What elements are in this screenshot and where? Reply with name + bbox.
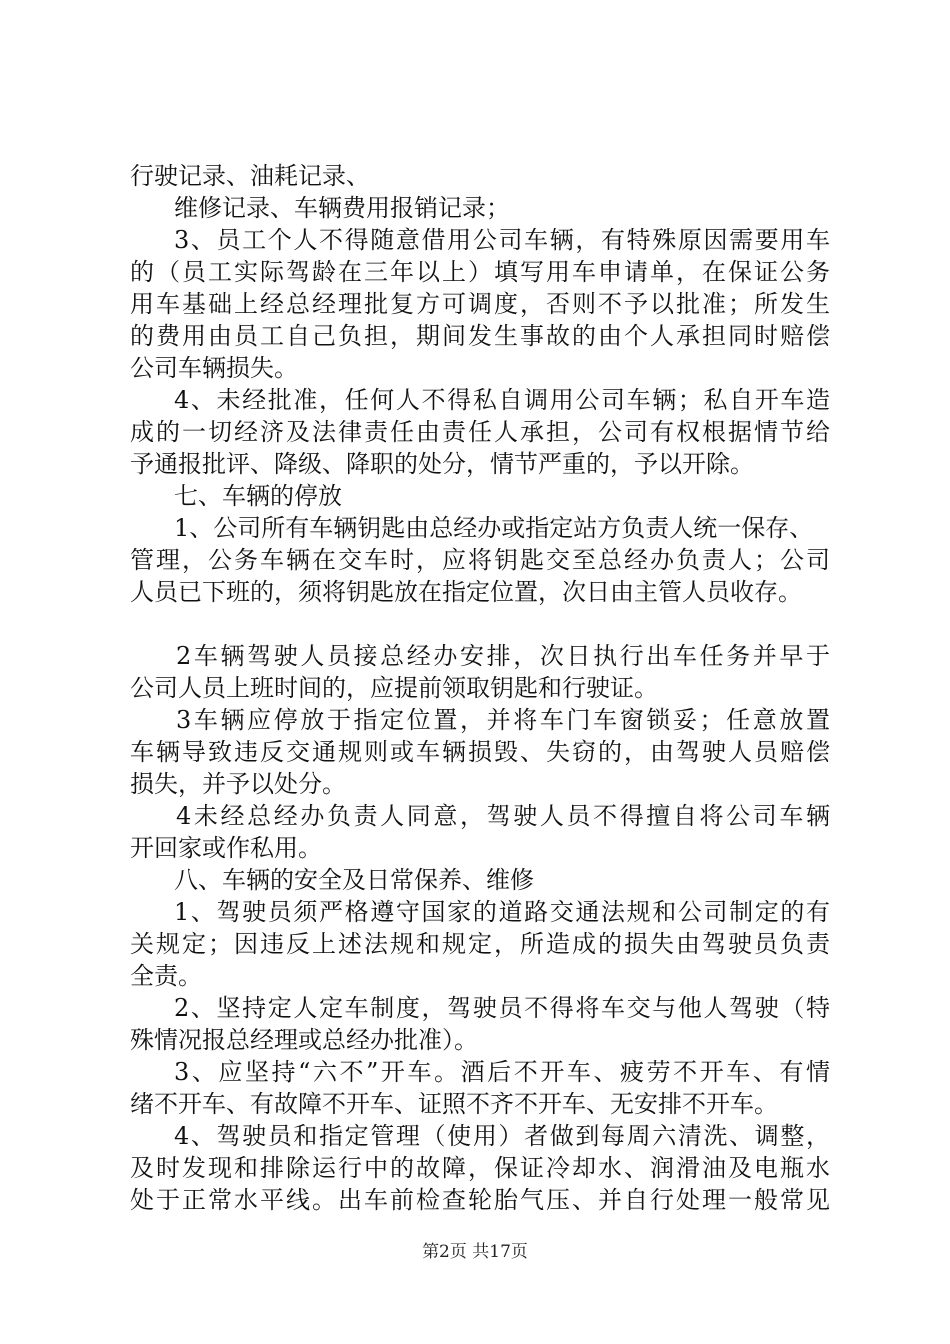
text-line: 车辆导致违反交通规则或车辆损毁、失窃的，由驾驶人员赔偿	[130, 738, 830, 766]
text-line: 维修记录、车辆费用报销记录；	[174, 194, 510, 222]
text-line: 2、坚持定人定车制度，驾驶员不得将车交与他人驾驶（特	[174, 994, 830, 1022]
text-line: 3车辆应停放于指定位置，并将车门车窗锁妥；任意放置	[176, 706, 830, 734]
text-line: 的费用由员工自己负担，期间发生事故的由个人承担同时赔偿	[130, 322, 830, 350]
text-line: 1、公司所有车辆钥匙由总经办或指定站方负责人统一保存、	[174, 514, 814, 542]
text-line: 损失，并予以处分。	[130, 770, 346, 798]
paragraph-gap	[130, 608, 830, 640]
text-line: 行驶记录、油耗记录、	[130, 162, 370, 190]
text-line: 管理，公务车辆在交车时，应将钥匙交至总经办负责人；公司	[130, 546, 830, 574]
text-line: 人员已下班的，须将钥匙放在指定位置，次日由主管人员收存。	[130, 578, 802, 606]
text-line: 4未经总经办负责人同意，驾驶人员不得擅自将公司车辆	[176, 802, 830, 830]
document-body	[130, 160, 830, 1216]
text-line: 4、驾驶员和指定管理（使用）者做到每周六清洗、调整，	[174, 1122, 830, 1150]
text-line: 2车辆驾驶人员接总经办安排，次日执行出车任务并早于	[176, 642, 830, 670]
text-line: 的（员工实际驾龄在三年以上）填写用车申请单，在保证公务	[130, 258, 830, 286]
text-line: 处于正常水平线。出车前检查轮胎气压、并自行处理一般常见	[130, 1186, 830, 1214]
text-line: 成的一切经济及法律责任由责任人承担，公司有权根据情节给	[130, 418, 830, 446]
text-line: 绪不开车、有故障不开车、证照不齐不开车、无安排不开车。	[130, 1090, 778, 1118]
text-line: 4、未经批准，任何人不得私自调用公司车辆；私自开车造	[174, 386, 830, 414]
text-line: 3、应坚持“六不”开车。酒后不开车、疲劳不开车、有情	[174, 1058, 830, 1086]
text-line: 公司车辆损失。	[130, 354, 298, 382]
text-line: 及时发现和排除运行中的故障，保证冷却水、润滑油及电瓶水	[130, 1154, 830, 1182]
text-line: 开回家或作私用。	[130, 834, 322, 862]
text-line: 全责。	[130, 962, 202, 990]
text-line: 关规定；因违反上述法规和规定，所造成的损失由驾驶员负责	[130, 930, 830, 958]
text-line: 公司人员上班时间的，应提前领取钥匙和行驶证。	[130, 674, 658, 702]
text-line: 殊情况报总经理或总经办批准）。	[130, 1026, 478, 1054]
text-line: 3、员工个人不得随意借用公司车辆，有特殊原因需要用车	[174, 226, 830, 254]
section-heading: 八、车辆的安全及日常保养、维修	[174, 866, 534, 894]
page-number-footer: 第2页 共17页	[422, 1242, 528, 1262]
text-line: 1、驾驶员须严格遵守国家的道路交通法规和公司制定的有	[174, 898, 830, 926]
text-line: 用车基础上经总经理批复方可调度，否则不予以批准；所发生	[130, 290, 830, 318]
section-heading: 七、车辆的停放	[174, 482, 342, 510]
text-line: 予通报批评、降级、降职的处分，情节严重的，予以开除。	[130, 450, 754, 478]
